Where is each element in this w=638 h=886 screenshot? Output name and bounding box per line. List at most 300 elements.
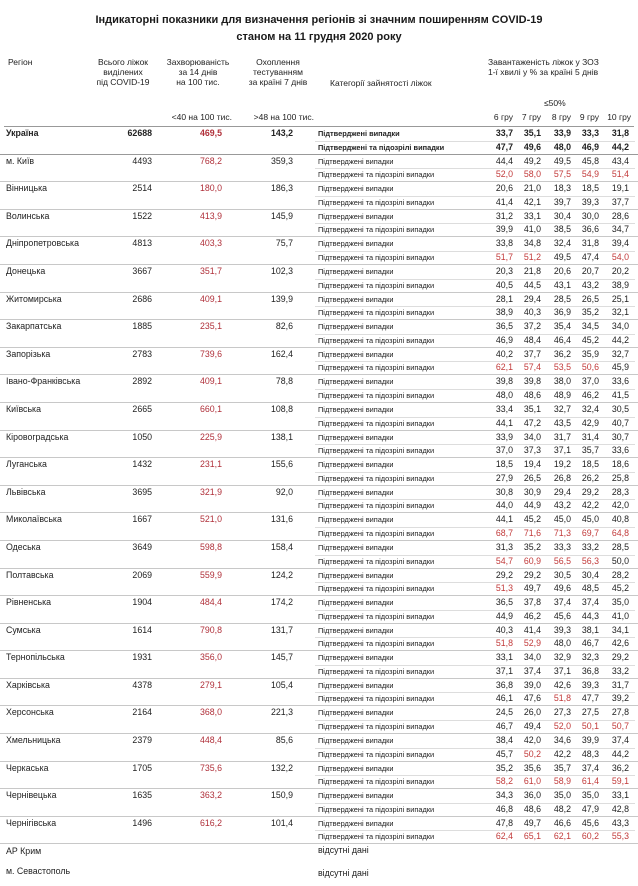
occupancy-confirmed: 40,8 xyxy=(611,514,629,525)
occupancy-suspected: 39,2 xyxy=(611,693,629,704)
category-suspected: Підтверджені та підозрілі випадки xyxy=(318,197,435,207)
incidence-value: 448,4 xyxy=(199,735,222,746)
week-10: 10 гру xyxy=(607,112,631,122)
occupancy-confirmed: 39,4 xyxy=(611,238,629,249)
occupancy-confirmed: 37,7 xyxy=(523,348,541,359)
category-confirmed: Підтверджені випадки xyxy=(318,404,394,414)
occupancy-confirmed: 27,3 xyxy=(553,707,571,718)
table-row xyxy=(0,320,638,348)
occupancy-suspected: 47,6 xyxy=(523,693,541,704)
occupancy-suspected: 37,4 xyxy=(523,665,541,676)
category-confirmed: Підтверджені випадки xyxy=(318,129,400,138)
occupancy-confirmed: 45,6 xyxy=(581,817,599,828)
occupancy-suspected: 48,0 xyxy=(553,141,571,152)
occupancy-suspected: 52,0 xyxy=(553,721,571,732)
occupancy-suspected: 50,1 xyxy=(581,721,599,732)
occupancy-suspected: 40,7 xyxy=(611,417,629,428)
table-row xyxy=(0,265,638,293)
table-row xyxy=(0,155,638,183)
occupancy-confirmed: 19,2 xyxy=(553,459,571,470)
occupancy-suspected: 60,2 xyxy=(581,831,599,842)
category-suspected: Підтверджені та підозрілі випадки xyxy=(318,390,435,400)
occupancy-confirmed: 30,8 xyxy=(495,486,513,497)
testing-value: 145,9 xyxy=(270,210,293,221)
occupancy-suspected: 49,7 xyxy=(523,583,541,594)
occupancy-confirmed: 44,4 xyxy=(495,155,513,166)
occupancy-suspected: 45,2 xyxy=(581,334,599,345)
beds-total: 2164 xyxy=(132,707,152,718)
testing-value: 82,6 xyxy=(275,321,293,332)
table-row xyxy=(0,569,638,597)
region-name: Запорізька xyxy=(6,348,51,359)
occupancy-confirmed: 36,8 xyxy=(495,679,513,690)
category-confirmed: Підтверджені випадки xyxy=(318,487,394,497)
occupancy-confirmed: 32,4 xyxy=(553,238,571,249)
occupancy-confirmed: 35,0 xyxy=(553,790,571,801)
beds-total: 62688 xyxy=(127,128,152,138)
occupancy-suspected: 44,3 xyxy=(581,610,599,621)
occupancy-confirmed: 35,2 xyxy=(495,762,513,773)
category-suspected: Підтверджені та підозрілі випадки xyxy=(318,722,435,732)
category-suspected: Підтверджені та підозрілі випадки xyxy=(318,666,435,676)
incidence-value: 616,2 xyxy=(199,817,222,828)
occupancy-confirmed: 41,4 xyxy=(523,624,541,635)
occupancy-suspected: 43,2 xyxy=(553,500,571,511)
occupancy-suspected: 41,0 xyxy=(523,224,541,235)
occupancy-suspected: 46,7 xyxy=(581,638,599,649)
occupancy-suspected: 42,2 xyxy=(553,748,571,759)
occupancy-suspected: 46,2 xyxy=(581,389,599,400)
region-name: Закарпатська xyxy=(6,321,62,332)
category-suspected: Підтверджені та підозрілі випадки xyxy=(318,556,435,566)
occupancy-suspected: 71,3 xyxy=(553,527,571,538)
category-suspected: Підтверджені та підозрілі випадки xyxy=(318,501,435,511)
occupancy-confirmed: 25,1 xyxy=(611,293,629,304)
category-confirmed: Підтверджені випадки xyxy=(318,322,394,332)
table-row xyxy=(0,431,638,459)
occupancy-confirmed: 36,5 xyxy=(495,597,513,608)
testing-value: 131,6 xyxy=(270,514,293,525)
occupancy-suspected: 48,3 xyxy=(581,748,599,759)
header-testing: Охоплення тестуванням за країні 7 днів xyxy=(248,57,308,87)
occupancy-confirmed: 33,8 xyxy=(495,238,513,249)
occupancy-confirmed: 30,5 xyxy=(611,403,629,414)
occupancy-confirmed: 39,8 xyxy=(523,376,541,387)
region-name: Чернігівська xyxy=(6,817,57,828)
region-name: Дніпропетровська xyxy=(6,238,79,249)
extra-note-crimea: відсутні дані xyxy=(318,845,369,855)
occupancy-suspected: 26,5 xyxy=(523,472,541,483)
occupancy-confirmed: 49,5 xyxy=(553,155,571,166)
occupancy-suspected: 56,3 xyxy=(581,555,599,566)
occupancy-suspected: 37,1 xyxy=(495,665,513,676)
incidence-value: 225,9 xyxy=(199,431,222,442)
occupancy-confirmed: 32,7 xyxy=(553,403,571,414)
beds-total: 2665 xyxy=(132,403,152,414)
occupancy-confirmed: 33,7 xyxy=(495,128,513,138)
occupancy-confirmed: 45,0 xyxy=(553,514,571,525)
category-confirmed: Підтверджені випадки xyxy=(318,432,394,442)
occupancy-suspected: 37,1 xyxy=(553,445,571,456)
occupancy-suspected: 48,0 xyxy=(495,389,513,400)
occupancy-confirmed: 47,8 xyxy=(495,817,513,828)
occupancy-confirmed: 34,5 xyxy=(581,321,599,332)
category-confirmed: Підтверджені випадки xyxy=(318,266,394,276)
occupancy-confirmed: 29,2 xyxy=(523,569,541,580)
occupancy-confirmed: 34,0 xyxy=(523,652,541,663)
occupancy-suspected: 62,4 xyxy=(495,831,513,842)
occupancy-suspected: 48,6 xyxy=(523,389,541,400)
incidence-value: 235,1 xyxy=(199,321,222,332)
occupancy-suspected: 54,0 xyxy=(611,251,629,262)
table-row xyxy=(0,679,638,707)
occupancy-confirmed: 38,0 xyxy=(553,376,571,387)
occupancy-suspected: 45,2 xyxy=(611,583,629,594)
testing-value: 150,9 xyxy=(270,790,293,801)
region-name: Херсонська xyxy=(6,707,54,718)
occupancy-suspected: 41,4 xyxy=(495,196,513,207)
beds-total: 2783 xyxy=(132,348,152,359)
beds-total: 1885 xyxy=(132,321,152,332)
occupancy-confirmed: 37,4 xyxy=(553,597,571,608)
occupancy-suspected: 42,6 xyxy=(611,638,629,649)
incidence-value: 735,6 xyxy=(199,762,222,773)
occupancy-confirmed: 33,4 xyxy=(495,403,513,414)
occupancy-suspected: 46,9 xyxy=(495,334,513,345)
incidence-value: 660,1 xyxy=(199,403,222,414)
category-suspected: Підтверджені та підозрілі випадки xyxy=(318,446,435,456)
occupancy-confirmed: 39,3 xyxy=(581,679,599,690)
occupancy-confirmed: 31,8 xyxy=(581,238,599,249)
category-confirmed: Підтверджені випадки xyxy=(318,653,394,663)
occupancy-suspected: 58,2 xyxy=(495,776,513,787)
category-suspected: Підтверджені та підозрілі випадки xyxy=(318,528,435,538)
week-7: 7 гру xyxy=(521,112,541,122)
week-8: 8 гру xyxy=(551,112,571,122)
category-suspected: Підтверджені та підозрілі випадки xyxy=(318,418,435,428)
occupancy-confirmed: 18,5 xyxy=(495,459,513,470)
beds-total: 1496 xyxy=(132,817,152,828)
testing-value: 221,3 xyxy=(270,707,293,718)
category-confirmed: Підтверджені випадки xyxy=(318,542,394,552)
occupancy-confirmed: 49,7 xyxy=(523,817,541,828)
incidence-value: 279,1 xyxy=(199,679,222,690)
occupancy-suspected: 53,5 xyxy=(553,362,571,373)
table-row xyxy=(0,293,638,321)
occupancy-confirmed: 35,0 xyxy=(611,597,629,608)
table-row xyxy=(0,182,638,210)
occupancy-suspected: 46,8 xyxy=(495,803,513,814)
category-suspected: Підтверджені та підозрілі випадки xyxy=(318,225,435,235)
occupancy-confirmed: 19,4 xyxy=(523,459,541,470)
incidence-value: 790,8 xyxy=(199,624,222,635)
occupancy-suspected: 37,0 xyxy=(495,445,513,456)
occupancy-suspected: 56,5 xyxy=(553,555,571,566)
occupancy-suspected: 45,9 xyxy=(611,362,629,373)
beds-total: 1050 xyxy=(132,431,152,442)
testing-value: 139,9 xyxy=(270,293,293,304)
occupancy-confirmed: 35,7 xyxy=(553,762,571,773)
beds-total: 1432 xyxy=(132,459,152,470)
occupancy-confirmed: 44,1 xyxy=(495,514,513,525)
occupancy-confirmed: 38,4 xyxy=(495,735,513,746)
occupancy-confirmed: 45,8 xyxy=(581,155,599,166)
incidence-value: 413,9 xyxy=(199,210,222,221)
testing-value: 359,3 xyxy=(270,155,293,166)
occupancy-confirmed: 28,5 xyxy=(611,541,629,552)
occupancy-confirmed: 34,0 xyxy=(611,321,629,332)
occupancy-confirmed: 28,2 xyxy=(611,569,629,580)
table-row xyxy=(0,210,638,238)
occupancy-confirmed: 33,2 xyxy=(581,541,599,552)
occupancy-confirmed: 30,4 xyxy=(581,569,599,580)
testing-value: 143,2 xyxy=(270,128,293,138)
occupancy-suspected: 43,2 xyxy=(581,279,599,290)
occupancy-suspected: 44,2 xyxy=(611,334,629,345)
incidence-value: 363,2 xyxy=(199,790,222,801)
occupancy-suspected: 49,4 xyxy=(523,721,541,732)
occupancy-suspected: 40,5 xyxy=(495,279,513,290)
region-name: Вінницька xyxy=(6,183,48,194)
incidence-value: 484,4 xyxy=(199,597,222,608)
occupancy-suspected: 26,8 xyxy=(553,472,571,483)
occupancy-confirmed: 42,0 xyxy=(523,735,541,746)
week-6: 6 гру xyxy=(493,112,513,122)
incidence-value: 356,0 xyxy=(199,652,222,663)
testing-value: 132,2 xyxy=(270,762,293,773)
region-name: Івано-Франківська xyxy=(6,376,81,387)
occupancy-confirmed: 45,0 xyxy=(581,514,599,525)
extra-region-crimea: АР Крим xyxy=(6,846,42,856)
testing-value: 92,0 xyxy=(275,486,293,497)
occupancy-suspected: 36,6 xyxy=(581,224,599,235)
occupancy-suspected: 61,4 xyxy=(581,776,599,787)
testing-value: 138,1 xyxy=(270,431,293,442)
occupancy-confirmed: 29,2 xyxy=(581,486,599,497)
occupancy-suspected: 46,1 xyxy=(495,693,513,704)
occupancy-confirmed: 30,5 xyxy=(553,569,571,580)
occupancy-confirmed: 20,7 xyxy=(581,265,599,276)
threshold-occupancy: ≤50% xyxy=(544,98,566,108)
category-suspected: Підтверджені та підозрілі випадки xyxy=(318,804,435,814)
occupancy-confirmed: 36,5 xyxy=(495,321,513,332)
occupancy-suspected: 50,0 xyxy=(611,555,629,566)
table-row xyxy=(0,237,638,265)
occupancy-suspected: 47,7 xyxy=(495,141,513,152)
table-row xyxy=(0,486,638,514)
occupancy-suspected: 47,2 xyxy=(523,417,541,428)
table-row xyxy=(0,348,638,376)
occupancy-suspected: 46,2 xyxy=(523,610,541,621)
occupancy-confirmed: 34,6 xyxy=(553,735,571,746)
category-suspected: Підтверджені та підозрілі випадки xyxy=(318,252,435,262)
occupancy-suspected: 51,8 xyxy=(553,693,571,704)
occupancy-confirmed: 32,9 xyxy=(553,652,571,663)
occupancy-suspected: 27,9 xyxy=(495,472,513,483)
occupancy-confirmed: 39,8 xyxy=(495,376,513,387)
occupancy-suspected: 44,9 xyxy=(523,500,541,511)
occupancy-confirmed: 35,9 xyxy=(581,348,599,359)
occupancy-confirmed: 31,2 xyxy=(495,210,513,221)
incidence-value: 521,0 xyxy=(199,514,222,525)
region-name: Харківська xyxy=(6,679,50,690)
occupancy-suspected: 69,7 xyxy=(581,527,599,538)
occupancy-confirmed: 27,8 xyxy=(611,707,629,718)
occupancy-suspected: 37,1 xyxy=(553,665,571,676)
testing-value: 85,6 xyxy=(275,735,293,746)
occupancy-confirmed: 33,6 xyxy=(611,376,629,387)
category-confirmed: Підтверджені випадки xyxy=(318,818,394,828)
category-suspected: Підтверджені та підозрілі випадки xyxy=(318,584,435,594)
beds-total: 3649 xyxy=(132,541,152,552)
beds-total: 4813 xyxy=(132,238,152,249)
category-suspected: Підтверджені та підозрілі випадки xyxy=(318,694,435,704)
occupancy-suspected: 36,9 xyxy=(553,307,571,318)
category-suspected: Підтверджені та підозрілі випадки xyxy=(318,170,435,180)
occupancy-suspected: 58,9 xyxy=(553,776,571,787)
occupancy-confirmed: 18,5 xyxy=(581,183,599,194)
occupancy-suspected: 68,7 xyxy=(495,527,513,538)
occupancy-suspected: 50,6 xyxy=(581,362,599,373)
occupancy-confirmed: 31,8 xyxy=(611,128,629,138)
occupancy-suspected: 46,7 xyxy=(495,721,513,732)
occupancy-suspected: 33,2 xyxy=(611,665,629,676)
occupancy-suspected: 42,0 xyxy=(611,500,629,511)
occupancy-suspected: 44,1 xyxy=(495,417,513,428)
occupancy-confirmed: 21,8 xyxy=(523,265,541,276)
occupancy-confirmed: 20,3 xyxy=(495,265,513,276)
occupancy-confirmed: 33,9 xyxy=(495,431,513,442)
occupancy-confirmed: 34,1 xyxy=(611,624,629,635)
occupancy-confirmed: 37,4 xyxy=(611,735,629,746)
occupancy-confirmed: 43,3 xyxy=(611,817,629,828)
category-confirmed: Підтверджені випадки xyxy=(318,791,394,801)
testing-value: 131,7 xyxy=(270,624,293,635)
beds-total: 1904 xyxy=(132,597,152,608)
occupancy-confirmed: 24,5 xyxy=(495,707,513,718)
beds-total: 2514 xyxy=(132,183,152,194)
occupancy-confirmed: 31,3 xyxy=(495,541,513,552)
occupancy-confirmed: 37,4 xyxy=(581,597,599,608)
occupancy-confirmed: 29,4 xyxy=(553,486,571,497)
occupancy-confirmed: 37,4 xyxy=(581,762,599,773)
occupancy-suspected: 42,9 xyxy=(581,417,599,428)
occupancy-confirmed: 30,9 xyxy=(523,486,541,497)
table-row xyxy=(0,596,638,624)
occupancy-suspected: 50,7 xyxy=(611,721,629,732)
occupancy-suspected: 38,9 xyxy=(611,279,629,290)
table-row xyxy=(0,817,638,845)
incidence-value: 368,0 xyxy=(199,707,222,718)
occupancy-confirmed: 49,2 xyxy=(523,155,541,166)
occupancy-suspected: 39,7 xyxy=(553,196,571,207)
occupancy-confirmed: 20,6 xyxy=(553,265,571,276)
testing-value: 101,4 xyxy=(270,817,293,828)
incidence-value: 739,6 xyxy=(199,348,222,359)
occupancy-suspected: 51,7 xyxy=(495,251,513,262)
occupancy-suspected: 58,0 xyxy=(523,169,541,180)
occupancy-confirmed: 37,2 xyxy=(523,321,541,332)
table-row xyxy=(0,513,638,541)
occupancy-suspected: 38,5 xyxy=(553,224,571,235)
category-confirmed: Підтверджені випадки xyxy=(318,377,394,387)
occupancy-suspected: 49,5 xyxy=(553,251,571,262)
category-confirmed: Підтверджені випадки xyxy=(318,460,394,470)
occupancy-suspected: 71,6 xyxy=(523,527,541,538)
region-name: Тернопільська xyxy=(6,652,65,663)
occupancy-suspected: 42,1 xyxy=(523,196,541,207)
occupancy-suspected: 45,7 xyxy=(495,748,513,759)
occupancy-confirmed: 33,9 xyxy=(553,128,571,138)
occupancy-confirmed: 18,5 xyxy=(581,459,599,470)
occupancy-confirmed: 26,0 xyxy=(523,707,541,718)
occupancy-suspected: 37,7 xyxy=(611,196,629,207)
region-name: Україна xyxy=(6,128,39,138)
occupancy-confirmed: 29,4 xyxy=(523,293,541,304)
occupancy-confirmed: 28,3 xyxy=(611,486,629,497)
incidence-value: 403,3 xyxy=(199,238,222,249)
table-row xyxy=(0,375,638,403)
category-confirmed: Підтверджені випадки xyxy=(318,211,394,221)
occupancy-suspected: 48,0 xyxy=(553,638,571,649)
extra-region-sevastopol: м. Севастополь xyxy=(6,866,71,876)
occupancy-confirmed: 34,3 xyxy=(495,790,513,801)
category-suspected: Підтверджені та підозрілі випадки xyxy=(318,308,435,318)
occupancy-confirmed: 18,6 xyxy=(611,459,629,470)
testing-value: 108,8 xyxy=(270,403,293,414)
occupancy-suspected: 35,2 xyxy=(581,307,599,318)
occupancy-suspected: 59,1 xyxy=(611,776,629,787)
occupancy-confirmed: 43,4 xyxy=(611,155,629,166)
threshold-testing: >48 на 100 тис. xyxy=(253,112,314,122)
occupancy-confirmed: 35,1 xyxy=(523,128,541,138)
category-confirmed: Підтверджені випадки xyxy=(318,349,394,359)
beds-total: 1667 xyxy=(132,514,152,525)
occupancy-confirmed: 31,4 xyxy=(581,431,599,442)
occupancy-suspected: 54,9 xyxy=(581,169,599,180)
table-row-total xyxy=(0,127,638,155)
beds-total: 3695 xyxy=(132,486,152,497)
occupancy-confirmed: 35,6 xyxy=(523,762,541,773)
region-name: Черкаська xyxy=(6,762,49,773)
occupancy-confirmed: 39,9 xyxy=(581,735,599,746)
region-name: Донецька xyxy=(6,265,46,276)
occupancy-suspected: 61,0 xyxy=(523,776,541,787)
occupancy-confirmed: 40,3 xyxy=(495,624,513,635)
beds-total: 1522 xyxy=(132,210,152,221)
occupancy-confirmed: 36,0 xyxy=(523,790,541,801)
table-row xyxy=(0,624,638,652)
occupancy-confirmed: 30,0 xyxy=(581,210,599,221)
occupancy-confirmed: 28,6 xyxy=(611,210,629,221)
beds-total: 1635 xyxy=(132,790,152,801)
region-name: Сумська xyxy=(6,624,41,635)
occupancy-suspected: 50,2 xyxy=(523,748,541,759)
occupancy-confirmed: 28,1 xyxy=(495,293,513,304)
table-row xyxy=(0,762,638,790)
occupancy-suspected: 43,5 xyxy=(553,417,571,428)
beds-total: 1705 xyxy=(132,762,152,773)
region-name: Кіровоградська xyxy=(6,431,69,442)
category-suspected: Підтверджені та підозрілі випадки xyxy=(318,473,435,483)
beds-total: 2686 xyxy=(132,293,152,304)
occupancy-suspected: 43,1 xyxy=(553,279,571,290)
occupancy-confirmed: 26,5 xyxy=(581,293,599,304)
occupancy-confirmed: 29,2 xyxy=(611,652,629,663)
occupancy-confirmed: 42,6 xyxy=(553,679,571,690)
occupancy-suspected: 51,2 xyxy=(523,251,541,262)
occupancy-suspected: 49,6 xyxy=(523,141,541,152)
